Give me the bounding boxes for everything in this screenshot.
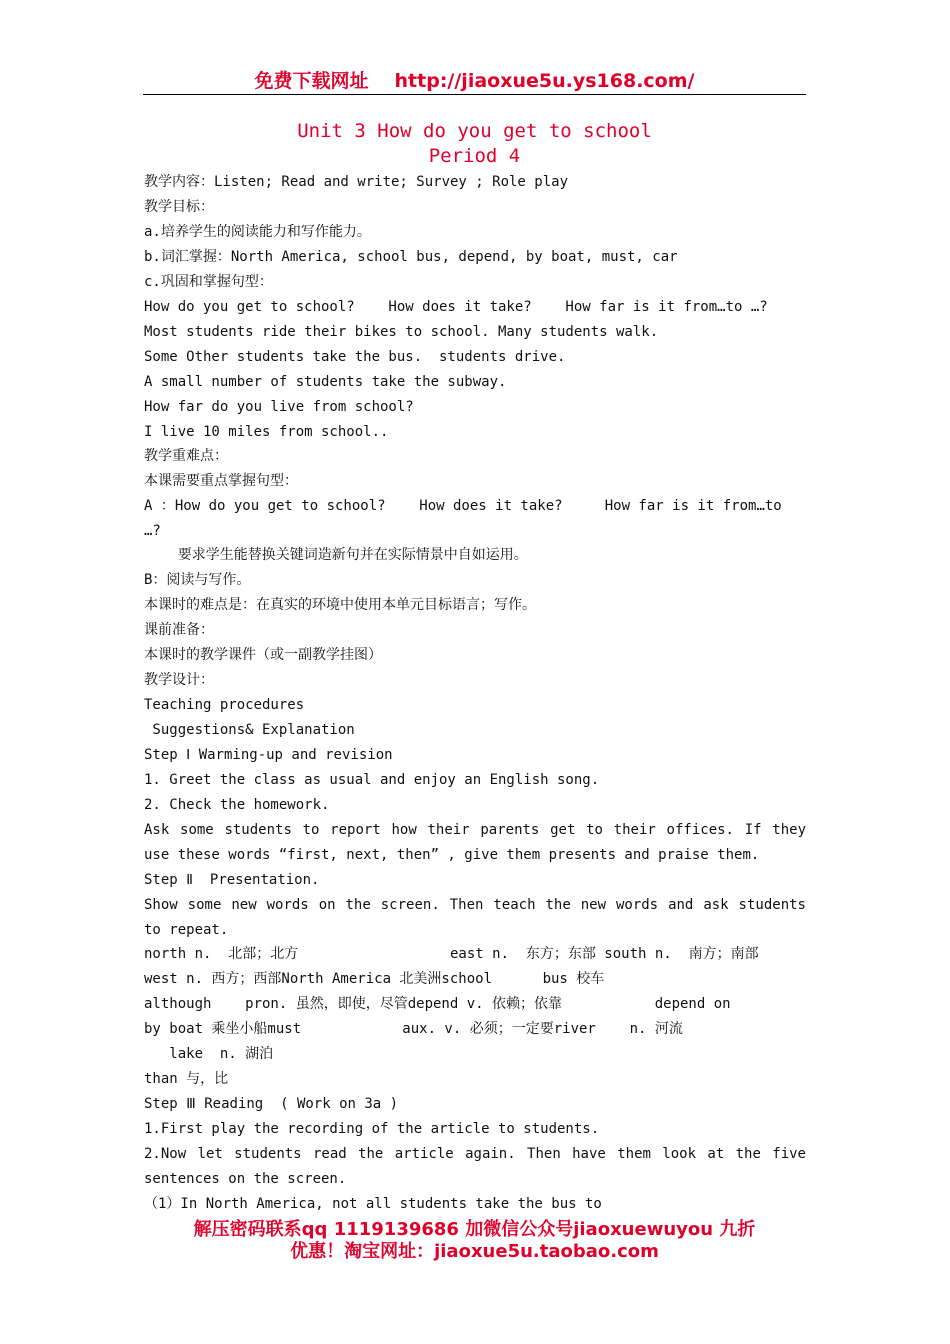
body-line: Teaching procedures: [144, 697, 305, 713]
body-line: 教学设计：: [144, 672, 214, 688]
body-line: Suggestions& Explanation: [144, 722, 355, 738]
body-line: How do you get to school? How does it take? How far is it from…to …?: [144, 299, 768, 315]
body-line: Ask some students to report how their parents get to their offices. If they: [144, 822, 806, 838]
page-header: [143, 66, 806, 93]
body-line: 本课时的难点是：在真实的环境中使用本单元目标语言；写作。: [144, 597, 536, 613]
body-line: Show some new words on the screen. Then teach the new words and ask students: [144, 897, 806, 913]
body-line: by boat 乘坐小船must aux. v. 必须；一定要river n. 河流: [144, 1021, 683, 1037]
body-line: （1）In North America, not all students take the bus to: [144, 1196, 602, 1212]
body-line: north n. 北部；北方 east n. 东方；东部 south n. 南方；南部: [144, 946, 759, 962]
document-title: Unit 3 How do you get to school: [297, 120, 652, 142]
body-line: Step Ⅲ Reading ( Work on 3a ): [144, 1096, 399, 1112]
body-line: to repeat.: [144, 922, 229, 938]
body-line: 要求学生能替换关键词造新句并在实际情景中自如运用。: [144, 547, 528, 563]
body-line: lake n. 湖泊: [144, 1046, 274, 1062]
body-line: 2. Check the homework.: [144, 797, 330, 813]
body-line: 本课需要重点掌握句型：: [144, 473, 298, 489]
body-line: c.巩固和掌握句型：: [144, 274, 273, 290]
body-line: 1. Greet the class as usual and enjoy an English song.: [144, 772, 600, 788]
body-line: A small number of students take the subway.: [144, 374, 507, 390]
body-line: 教学目标：: [144, 199, 214, 215]
body-line: How far do you live from school?: [144, 399, 414, 415]
body-line: b.词汇掌握：North America, school bus, depend, by boat, must, car: [144, 249, 678, 265]
body-line: A ：How do you get to school? How does it take? How far is it from…to: [144, 498, 782, 514]
body-line: although pron. 虽然，即使，尽管depend v. 依赖；依靠 depend on: [144, 996, 731, 1012]
body-line: B：阅读与写作。: [144, 572, 251, 588]
body-line: 课前准备：: [144, 622, 214, 638]
body-line: west n. 西方；西部North America 北美洲school bus 校车: [144, 971, 605, 987]
footer-line-1: 解压密码联系qq 1119139686 加微信公众号jiaoxuewuyou 九折: [193, 1219, 756, 1240]
header-divider: [143, 94, 806, 95]
body-line: than 与，比: [144, 1071, 229, 1087]
body-line: use these words “first, next, then” , give them presents and praise them.: [144, 847, 760, 863]
body-line: Step Ⅰ Warming-up and revision: [144, 747, 393, 763]
body-line: I live 10 miles from school..: [144, 424, 389, 440]
header-label: 免费下载网址: [254, 70, 369, 92]
body-line: …?: [144, 523, 161, 539]
body-line: a.培养学生的阅读能力和写作能力。: [144, 224, 371, 240]
body-line: 本课时的教学课件（或一副教学挂图）: [144, 647, 382, 663]
body-line: Step Ⅱ Presentation.: [144, 872, 320, 888]
footer-line-2: 优惠！淘宝网址：jiaoxue5u.taobao.com: [290, 1241, 659, 1262]
body-line: Some Other students take the bus. students drive.: [144, 349, 566, 365]
body-line: 教学内容：Listen; Read and write; Survey ; Role play: [144, 174, 569, 190]
body-line: Most students ride their bikes to school. Many students walk.: [144, 324, 659, 340]
header-url-link[interactable]: http://jiaoxue5u.ys168.com/: [394, 70, 695, 92]
body-line: 教学重难点：: [144, 448, 228, 464]
body-line: sentences on the screen.: [144, 1171, 347, 1187]
body-line: 2.Now let students read the article again. Then have them look at the five: [144, 1146, 806, 1162]
document-subtitle: Period 4: [428, 145, 521, 167]
body-line: 1.First play the recording of the article to students.: [144, 1121, 600, 1137]
